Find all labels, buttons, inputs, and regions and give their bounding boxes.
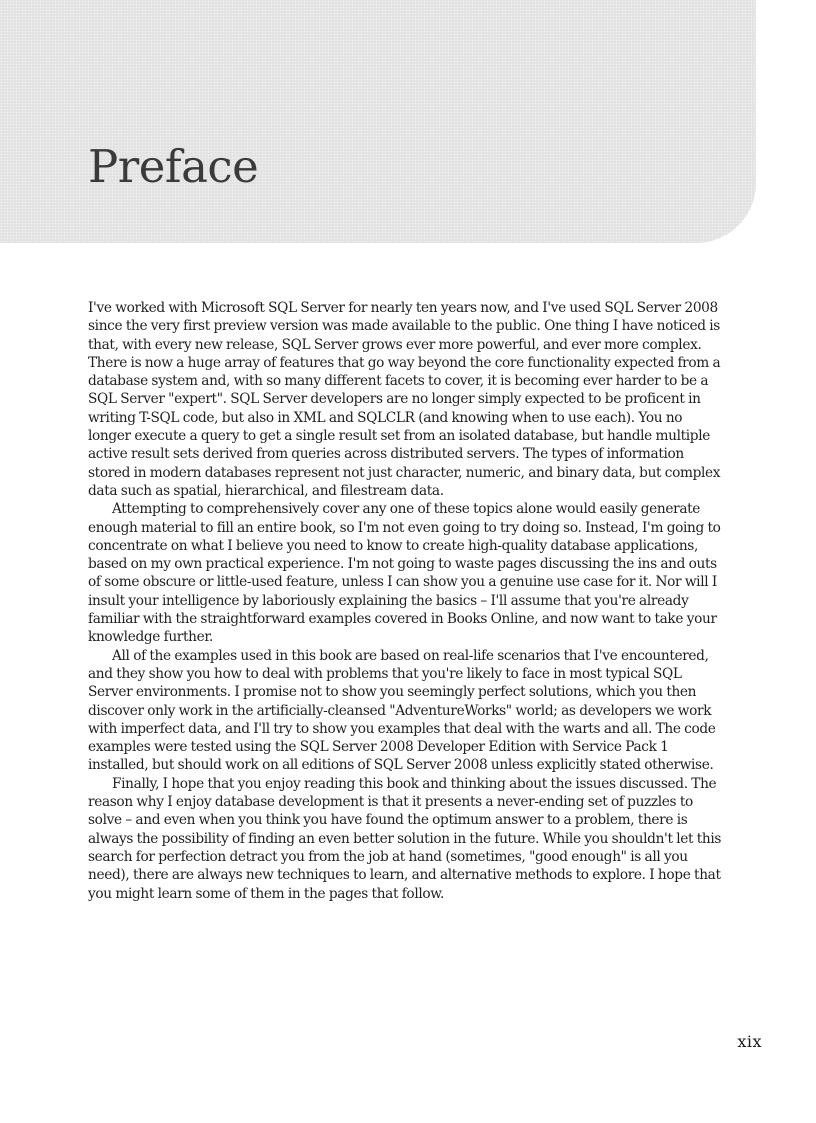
chapter-title: Preface <box>88 140 259 193</box>
paragraph: I've worked with Microsoft SQL Server for nearly ten years now, and I've used SQL Server 2008 since the very first preview version was made available to the public. One thing I have noticed is that, with every new release, SQL Server grows ever more powerful, and ever more complex. There is now a huge array of features that go way beyond the core functionality expected from a database system and, with so many different facets to cover, it is becoming ever harder to be a SQL Server "expert". SQL Server developers are no longer simply expected to be proficent in writing T-SQL code, but also in XML and SQLCLR (and knowing when to use each). You no longer execute a query to get a single result set from an isolated database, but handle multiple active result sets derived from queries across distributed servers. The types of information stored in modern databases represent not just character, numeric, and binary data, but complex data such as spatial, hierarchical, and filestream data. <box>88 300 721 499</box>
paragraph: All of the examples used in this book are based on real-life scenarios that I've encountered, and they show you how to deal with problems that you're likely to face in most typical SQL Server environments. I promise not to show you seemingly perfect solutions, which you then discover only work in the artificially-cleansed "AdventureWorks" world; as developers we work with imperfect data, and I'll try to show you examples that deal with the warts and all. The code examples were tested using the SQL Server 2008 Developer Edition with Service Pack 1 installed, but should work on all editions of SQL Server 2008 unless explicitly stated otherwise. <box>88 647 716 774</box>
chapter-header-band <box>0 0 756 243</box>
page-number: xix <box>737 1032 762 1051</box>
paragraph: Finally, I hope that you enjoy reading this book and thinking about the issues discussed. The reason why I enjoy database development is that it presents a never-ending set of puzzles to solve – and even when you think you have found the optimum answer to a problem, there is always the possibility of finding an even better solution in the future. While you shouldn't let this search for perfection detract you from the job at hand (sometimes, "good enough" is all you need), there are always new techniques to learn, and alternative methods to explore. I hope that you might learn some of them in the pages that follow. <box>88 775 722 902</box>
paragraph: Attempting to comprehensively cover any one of these topics alone would easily generate enough material to fill an entire book, so I'm not even going to try doing so. Instead, I'm going to concentrate on what I believe you need to know to create high-quality database applications, based on my own practical experience. I'm not going to waste pages discussing the ins and outs of some obscure or little-used feature, unless I can show you a genuine use case for it. Nor will I insult your intelligence by laboriously explaining the basics – I'll assume that you're already familiar with the straightforward examples covered in Books Online, and now want to take your knowledge further. <box>88 501 721 646</box>
preface-body <box>88 299 728 903</box>
